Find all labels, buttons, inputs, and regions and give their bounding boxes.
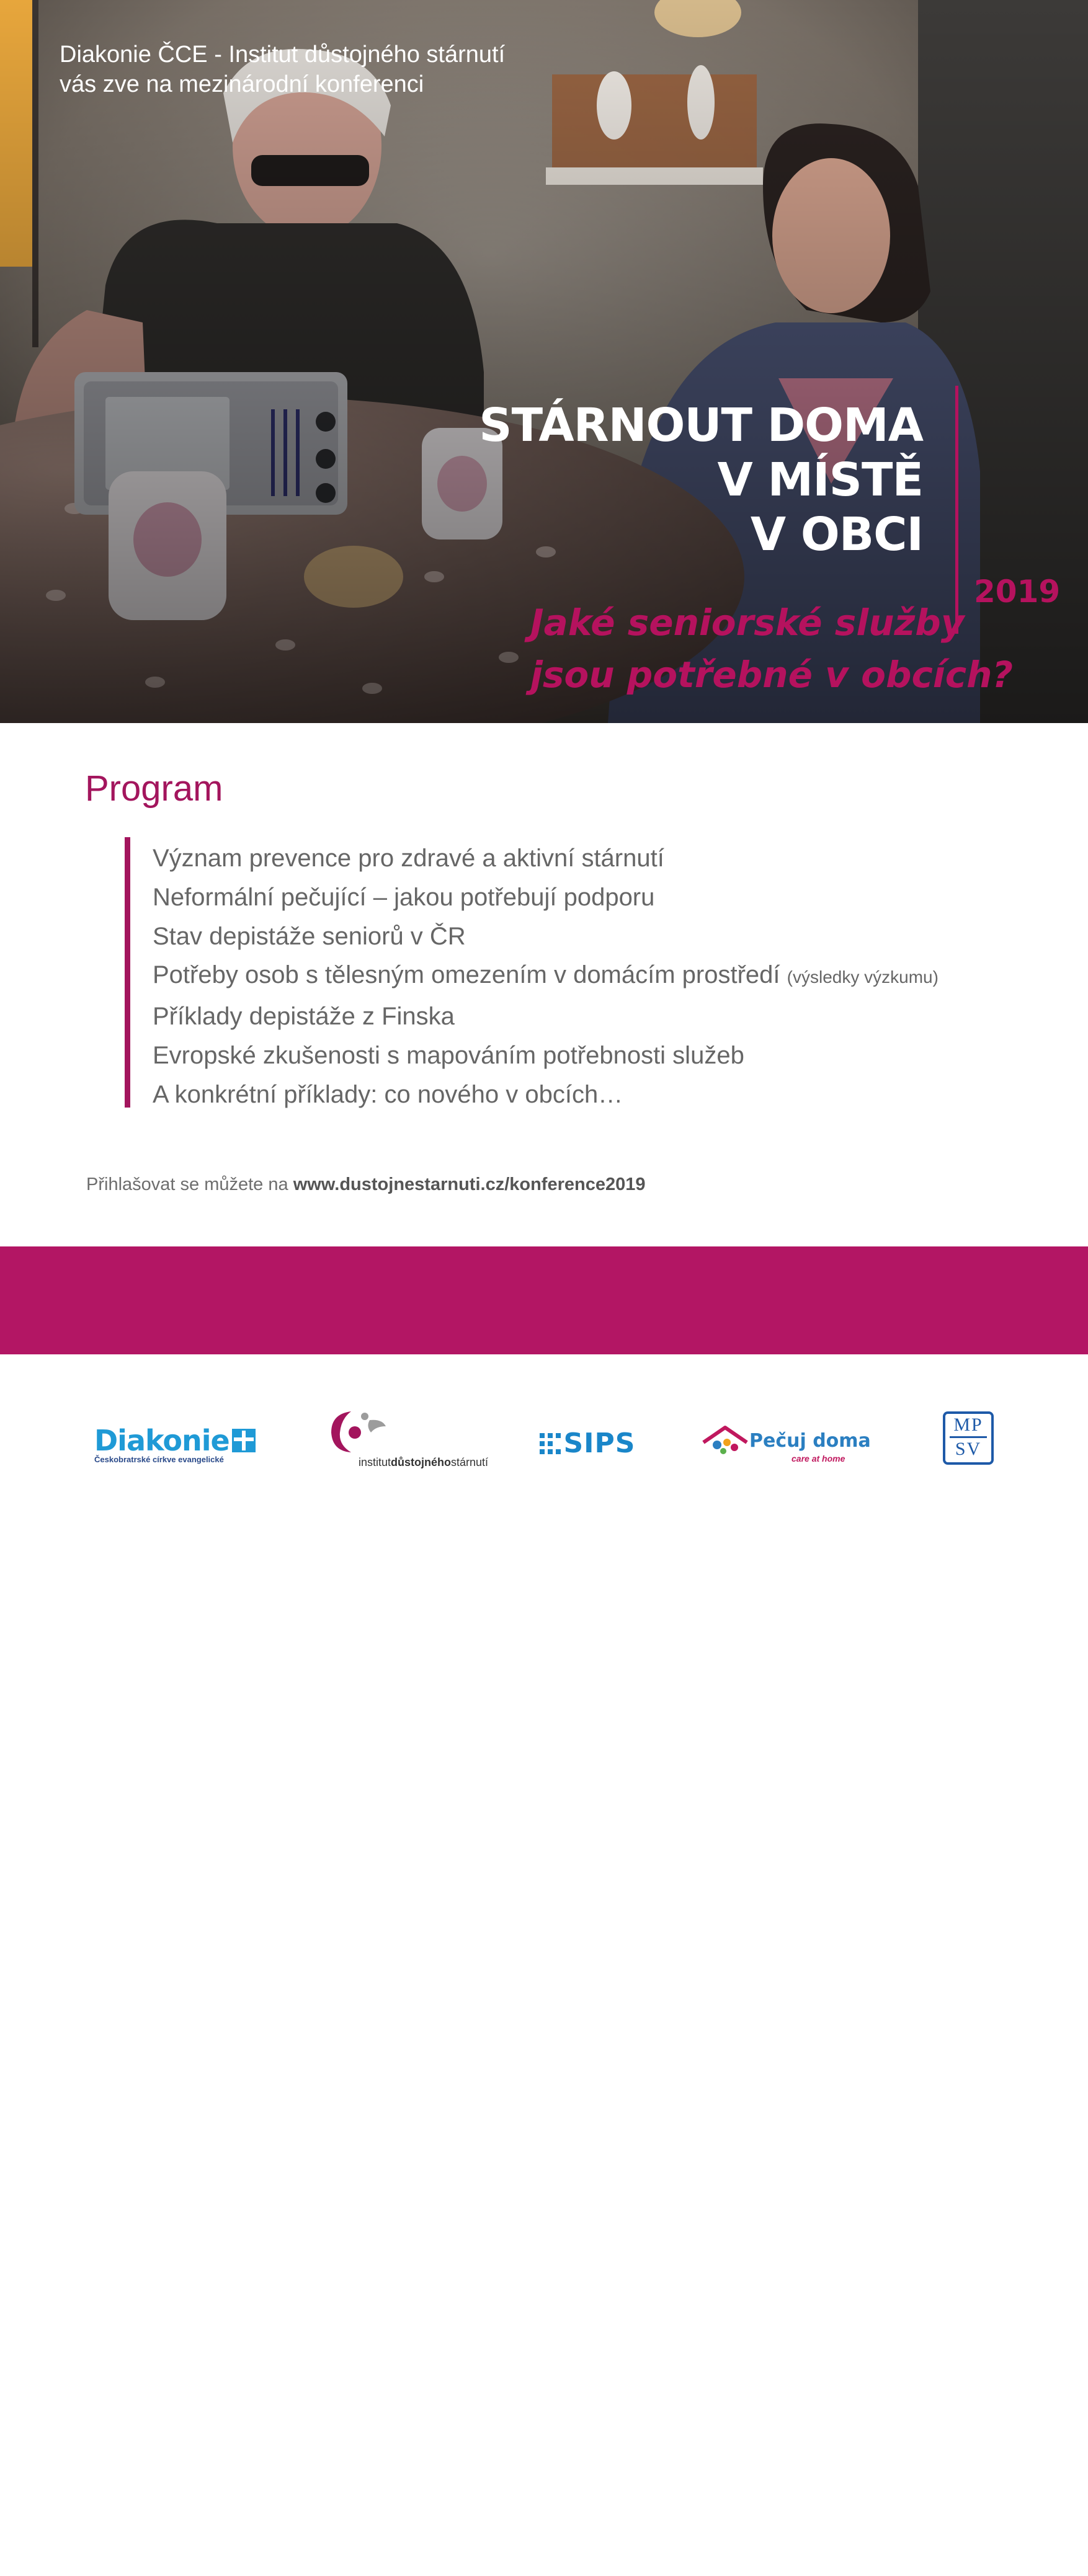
mpsv-logo [943, 1411, 994, 1465]
institut-logo [326, 1408, 489, 1468]
intro-line-1: Diakonie ČCE - Institut důstojného stárnutí [60, 42, 506, 68]
title-line-2: V MÍSTĚ [717, 453, 923, 507]
title-line-1: STÁRNOUT DOMA [479, 399, 923, 452]
institut-logo-text [359, 1456, 488, 1469]
program-item: Neformální pečující – jakou potřebují podporu [153, 883, 655, 911]
diakonie-logo-word: Diakonie [94, 1424, 230, 1457]
mpsv-logo-bottom: SV [955, 1439, 982, 1459]
event-time: od 9:00 [940, 2512, 1031, 2542]
program-item: Význam prevence pro zdravé a aktivní stárnutí [153, 845, 664, 872]
invitation-intro [60, 40, 505, 99]
institut-text-prefix: institut [359, 1456, 391, 1468]
diakonie-logo [94, 1424, 256, 1464]
institut-text-suffix: stárnutí [451, 1456, 489, 1468]
institut-text-bold: důstojného [391, 1456, 452, 1468]
program-item: A konkrétní příklady: co nového v obcích… [153, 1080, 623, 1108]
pecuj-logo-word: Pečuj doma [749, 1430, 871, 1452]
registration-link[interactable]: www.dustojnestarnuti.cz/konference2019 [293, 1175, 646, 1194]
mpsv-logo-top: MP [953, 1415, 983, 1435]
pecuj-doma-logo [701, 1424, 871, 1463]
program-item: Příklady depistáže z Finska [153, 1003, 455, 1031]
registration-text: Přihlašovat se můžete na [86, 1175, 288, 1194]
event-date-bold: 15. listopadu 2019 [697, 2512, 932, 2542]
program-item: Stav depistáže seniorů v ČR [153, 922, 466, 950]
hero-photo [0, 0, 1088, 723]
subtitle-line-2: jsou potřebné v obcích? [530, 654, 1014, 696]
institut-mark-icon [326, 1408, 395, 1457]
diakonie-cross-icon [232, 1429, 256, 1452]
program-item [153, 956, 939, 997]
program-heading: Program [85, 768, 223, 809]
conference-year: 2019 [974, 574, 1061, 610]
registration-info [86, 1175, 646, 1195]
subtitle-line-1: Jaké seniorské služby [530, 602, 965, 644]
pecuj-logo-tagline: care at home [791, 1454, 845, 1463]
diakonie-logo-tagline: Českobratrské církve evangelické [94, 1455, 224, 1464]
program-item-note: (výsledky výzkumu) [787, 967, 939, 987]
title-line-3: V OBCI [750, 508, 923, 561]
sips-dots-icon [540, 1433, 561, 1454]
event-day: pátek [623, 2512, 690, 2542]
conference-title [479, 398, 923, 562]
program-divider [125, 837, 130, 1108]
sips-logo-word: SIPS [563, 1428, 636, 1459]
event-date [623, 2512, 1031, 2543]
event-venue: v prostorách Nadace ABF, Václavské náměstí 31, Praha 1 [456, 2550, 1030, 2575]
pecuj-house-icon [701, 1424, 749, 1455]
program-list [153, 839, 939, 1114]
sips-logo [540, 1428, 635, 1459]
intro-line-2: vás zve na mezinárodní konferenci [60, 71, 424, 97]
program-item: Evropské zkušenosti s mapováním potřebnosti služeb [153, 1041, 744, 1069]
program-item-text: Potřeby osob s tělesným omezením v domácím prostředí [153, 961, 780, 989]
conference-subtitle [530, 597, 1013, 701]
